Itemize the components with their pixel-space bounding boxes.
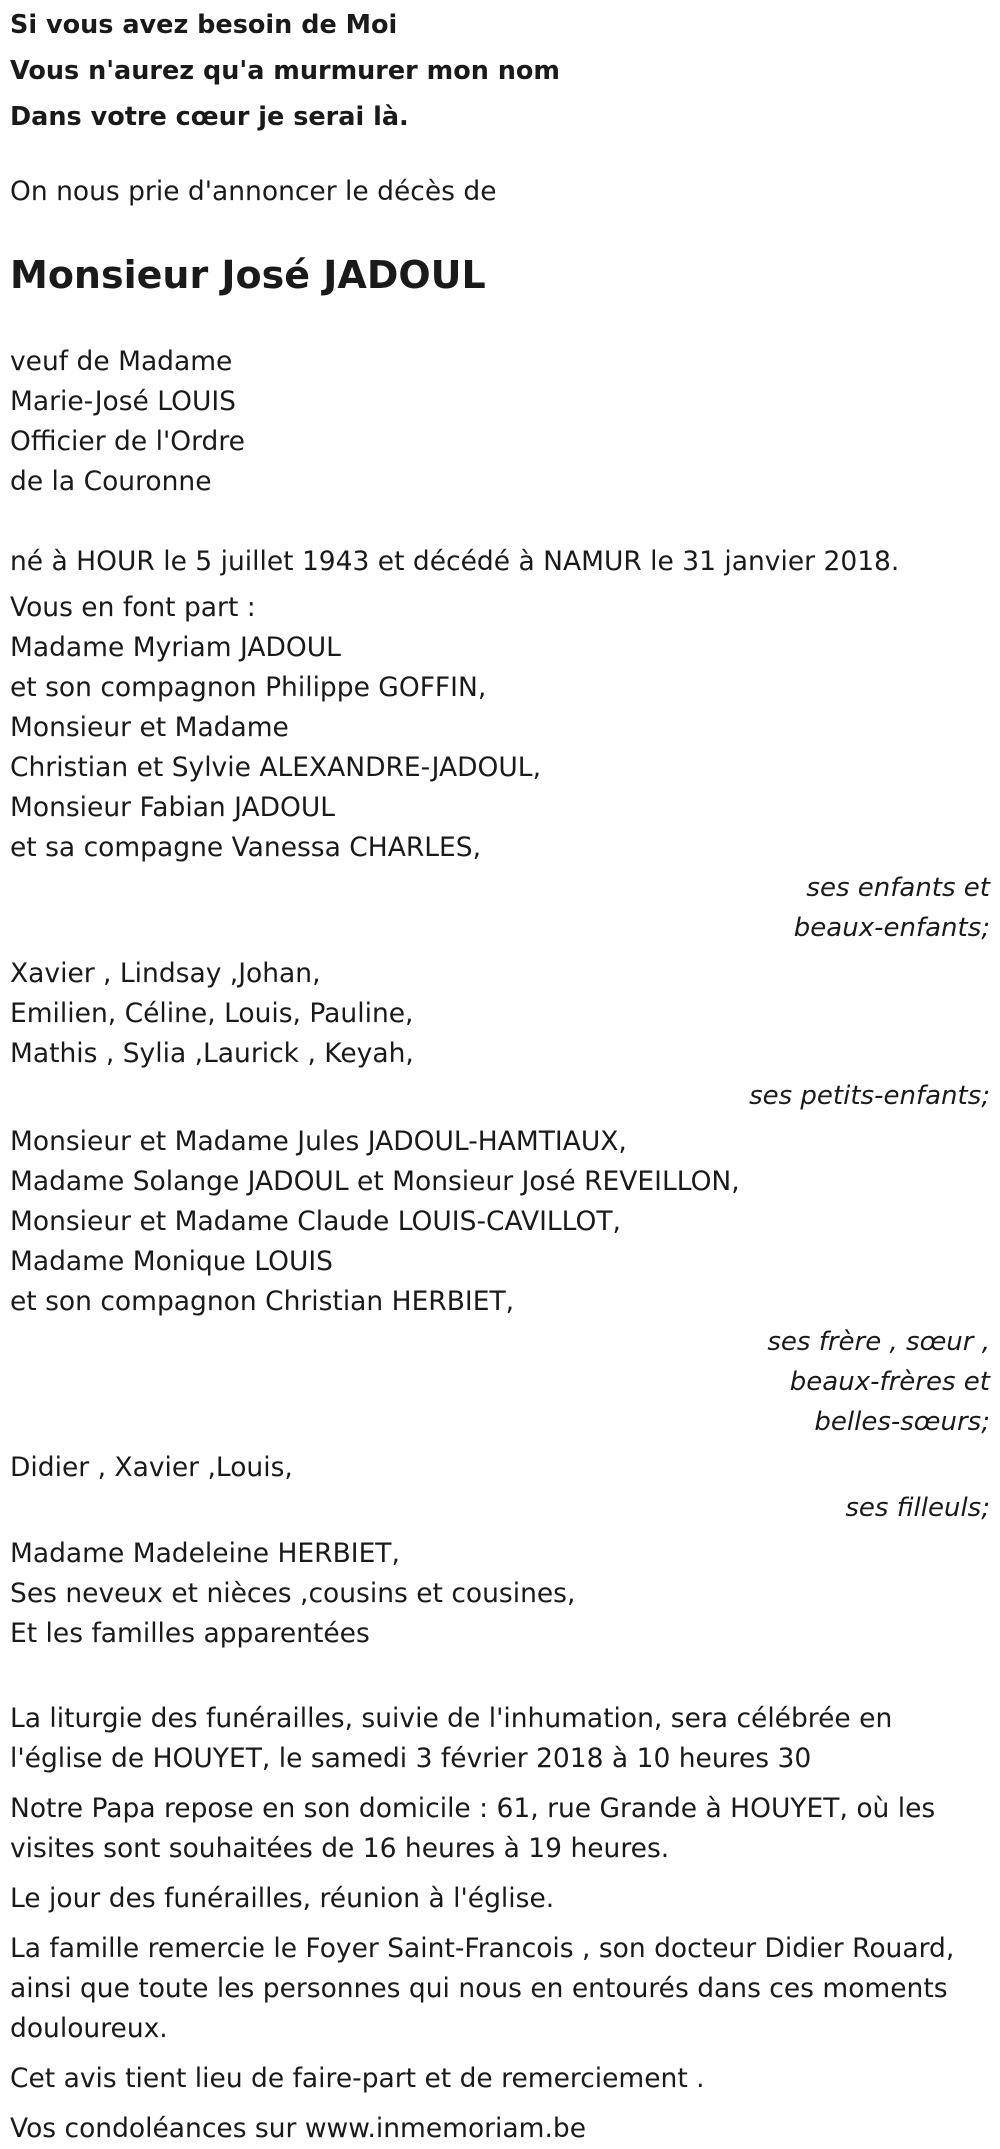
siblings-relation xyxy=(10,1322,990,1442)
intro-text: On nous prie d'annoncer le décès de xyxy=(10,176,497,207)
relation-label: beaux-frères et xyxy=(789,1367,990,1397)
epigraph-line: Dans votre cœur je serai là. xyxy=(10,102,409,132)
paragraph-visitation: Notre Papa repose en son domicile : 61, rue Grande à HOUYET, où les visites sont souhaitées de 16 heures à 19 heures. xyxy=(10,1793,936,1864)
epigraph-line: Vous n'aurez qu'a murmurer mon nom xyxy=(10,56,560,86)
deceased-name: Monsieur José JADOUL xyxy=(10,253,486,297)
family-line: Madame Monique LOUIS xyxy=(10,1246,333,1277)
siblings-block xyxy=(10,1122,990,1322)
widower-line: Officier de l'Ordre xyxy=(10,426,245,457)
family-line: Mathis , Sylia ,Laurick , Keyah, xyxy=(10,1038,414,1069)
paragraph-thanks: La famille remercie le Foyer Saint-Francois , son docteur Didier Rouard, ainsi que toute les personnes qui nous en entourés dans ces moments douloureux. xyxy=(10,1933,955,2044)
paragraph-condolences: Vos condoléances sur www.inmemoriam.be xyxy=(10,2113,587,2144)
born-died-line: né à HOUR le 5 juillet 1943 et décédé à NAMUR le 31 janvier 2018. xyxy=(10,546,900,577)
family-line: Monsieur et Madame xyxy=(10,712,289,743)
widower-line: Marie-José LOUIS xyxy=(10,386,236,417)
widower-line: de la Couronne xyxy=(10,466,212,497)
epigraph xyxy=(10,0,990,142)
relation-label: ses filleuls; xyxy=(845,1493,990,1523)
widower-line: veuf de Madame xyxy=(10,346,233,377)
family-line: Monsieur et Madame Jules JADOUL-HAMTIAUX, xyxy=(10,1126,627,1157)
paragraph-liturgy: La liturgie des funérailles, suivie de l'inhumation, sera célébrée en l'église de HOUYET, le samedi 3 février 2018 à 10 heures 30 xyxy=(10,1703,893,1774)
family-line: Emilien, Céline, Louis, Pauline, xyxy=(10,998,414,1029)
children-block xyxy=(10,628,990,868)
family-line: Monsieur Fabian JADOUL xyxy=(10,792,336,823)
family-line: Ses neveux et nièces ,cousins et cousines, xyxy=(10,1578,576,1609)
relation-label: ses enfants et xyxy=(806,873,990,903)
relation-label: ses frère , sœur , xyxy=(767,1327,990,1357)
family-line: Christian et Sylvie ALEXANDRE-JADOUL, xyxy=(10,752,541,783)
godchildren-block xyxy=(10,1448,990,1488)
family-line: Didier , Xavier ,Louis, xyxy=(10,1452,293,1483)
family-line: Madame Myriam JADOUL xyxy=(10,632,341,663)
others-block xyxy=(10,1534,990,1654)
family-line: Madame Madeleine HERBIET, xyxy=(10,1538,400,1569)
family-line: Xavier , Lindsay ,Johan, xyxy=(10,958,321,989)
paragraph-notice: Cet avis tient lieu de faire-part et de remerciement . xyxy=(10,2063,705,2094)
grandchildren-block xyxy=(10,954,990,1074)
widower-block xyxy=(10,342,990,502)
relation-label: ses petits-enfants; xyxy=(749,1081,990,1111)
family-line: et son compagnon Christian HERBIET, xyxy=(10,1286,515,1317)
announce-label: Vous en font part : xyxy=(10,592,256,623)
children-relation xyxy=(10,868,990,948)
family-line: Et les familles apparentées xyxy=(10,1618,370,1649)
paragraph-meeting: Le jour des funérailles, réunion à l'église. xyxy=(10,1883,555,1914)
grandchildren-relation xyxy=(10,1076,990,1116)
family-line: Monsieur et Madame Claude LOUIS-CAVILLOT, xyxy=(10,1206,621,1237)
godchildren-relation xyxy=(10,1488,990,1528)
family-line: Madame Solange JADOUL et Monsieur José REVEILLON, xyxy=(10,1166,740,1197)
relation-label: belles-sœurs; xyxy=(814,1407,990,1437)
funeral-details xyxy=(10,1699,990,2149)
epigraph-line: Si vous avez besoin de Moi xyxy=(10,10,398,40)
family-line: et sa compagne Vanessa CHARLES, xyxy=(10,832,481,863)
relation-label: beaux-enfants; xyxy=(793,913,990,943)
family-line: et son compagnon Philippe GOFFIN, xyxy=(10,672,487,703)
